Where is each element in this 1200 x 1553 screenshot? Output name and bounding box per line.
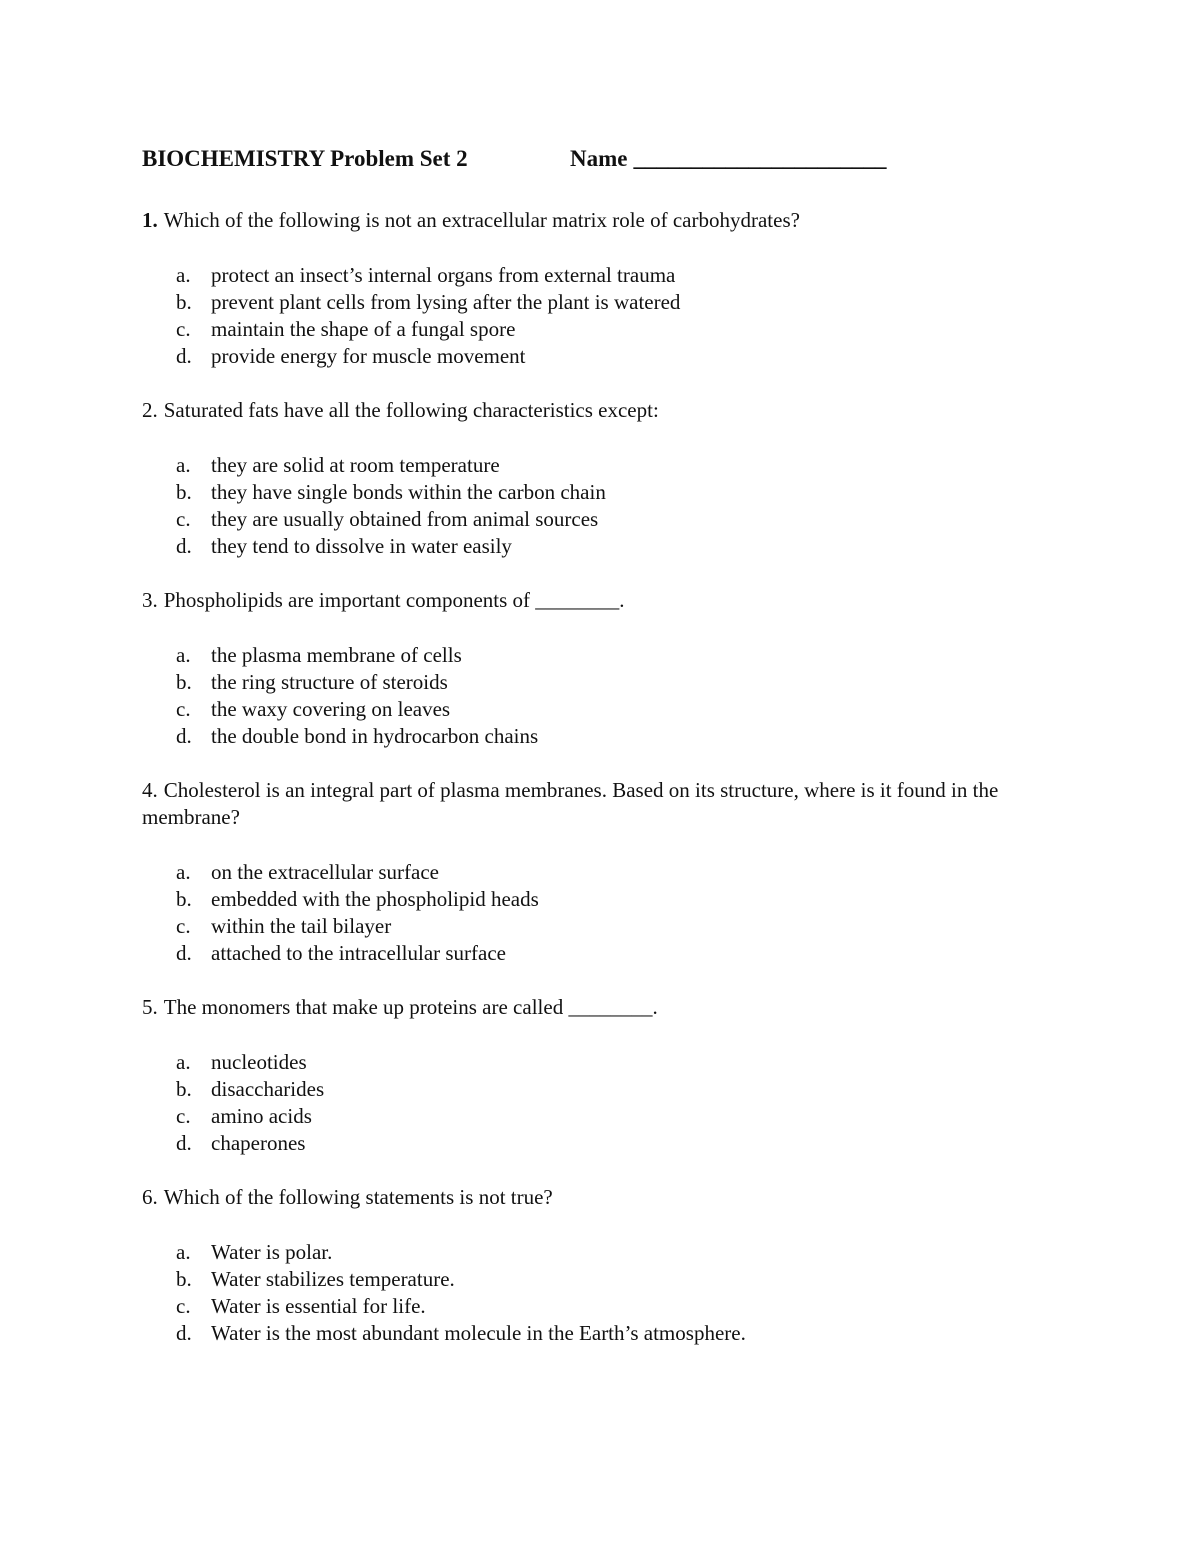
answer-option: [176, 886, 1050, 913]
option-letter: c.: [176, 1294, 191, 1318]
answer-option: [176, 533, 1050, 560]
option-letter: c.: [176, 507, 191, 531]
document-header: [142, 144, 1050, 174]
question-text: [142, 777, 1047, 831]
option-letter: c.: [176, 697, 191, 721]
question-number: 4.: [142, 778, 158, 802]
answer-option: [176, 642, 1050, 669]
answer-option: [176, 913, 1050, 940]
option-text: on the extracellular surface: [211, 860, 439, 884]
option-letter: c.: [176, 1104, 191, 1128]
answer-option: [176, 1266, 1050, 1293]
option-text: nucleotides: [211, 1050, 307, 1074]
answer-option: [176, 1076, 1050, 1103]
document-title: BIOCHEMISTRY Problem Set 2: [142, 146, 468, 171]
option-letter: a.: [176, 860, 191, 884]
answer-option: [176, 669, 1050, 696]
answer-option: [176, 1293, 1050, 1320]
option-text: they tend to dissolve in water easily: [211, 534, 512, 558]
question-number: 6.: [142, 1185, 158, 1209]
option-text: Water is polar.: [211, 1240, 333, 1264]
question-block: [142, 1184, 1050, 1347]
question-prompt: Which of the following is not an extracellular matrix role of carbohydrates?: [163, 208, 800, 232]
option-letter: b.: [176, 290, 192, 314]
question-text: [142, 587, 1047, 614]
option-letter: d.: [176, 941, 192, 965]
option-letter: c.: [176, 914, 191, 938]
option-letter: b.: [176, 887, 192, 911]
option-text: chaperones: [211, 1131, 306, 1155]
answer-option: [176, 1320, 1050, 1347]
option-letter: d.: [176, 1131, 192, 1155]
question-prompt: Saturated fats have all the following characteristics except:: [163, 398, 659, 422]
answer-options: [142, 262, 1050, 370]
option-text: they are solid at room temperature: [211, 453, 500, 477]
answer-options: [142, 642, 1050, 750]
option-letter: b.: [176, 1267, 192, 1291]
question-text: [142, 994, 1047, 1021]
option-text: they are usually obtained from animal sources: [211, 507, 599, 531]
option-text: the ring structure of steroids: [211, 670, 448, 694]
question-number: 3.: [142, 588, 158, 612]
option-text: the plasma membrane of cells: [211, 643, 462, 667]
answer-option: [176, 723, 1050, 750]
option-text: Water is the most abundant molecule in the Earth’s atmosphere.: [211, 1321, 746, 1345]
option-text: maintain the shape of a fungal spore: [211, 317, 516, 341]
answer-option: [176, 940, 1050, 967]
option-text: within the tail bilayer: [211, 914, 392, 938]
answer-option: [176, 696, 1050, 723]
option-letter: a.: [176, 1050, 191, 1074]
answer-option: [176, 289, 1050, 316]
option-letter: a.: [176, 453, 191, 477]
question-text: [142, 207, 1047, 234]
answer-options: [142, 859, 1050, 967]
option-text: disaccharides: [211, 1077, 325, 1101]
question-prompt: Which of the following statements is not true?: [163, 1185, 553, 1209]
option-text: the waxy covering on leaves: [211, 697, 451, 721]
option-letter: c.: [176, 317, 191, 341]
option-text: embedded with the phospholipid heads: [211, 887, 539, 911]
question-number: 1.: [142, 208, 158, 232]
option-letter: b.: [176, 480, 192, 504]
option-letter: a.: [176, 1240, 191, 1264]
name-label: Name: [570, 146, 628, 171]
question-text: [142, 397, 1047, 424]
option-letter: b.: [176, 670, 192, 694]
answer-option: [176, 1103, 1050, 1130]
option-text: Water is essential for life.: [211, 1294, 426, 1318]
question-prompt: Cholesterol is an integral part of plasma membranes. Based on its structure, where is it found in the membrane?: [142, 778, 999, 829]
answer-option: [176, 262, 1050, 289]
option-text: the double bond in hydrocarbon chains: [211, 724, 539, 748]
option-text: amino acids: [211, 1104, 312, 1128]
question-block: [142, 207, 1050, 370]
answer-option: [176, 343, 1050, 370]
question-number: 2.: [142, 398, 158, 422]
answer-option: [176, 316, 1050, 343]
answer-option: [176, 1130, 1050, 1157]
option-letter: b.: [176, 1077, 192, 1101]
answer-option: [176, 506, 1050, 533]
answer-options: [142, 1049, 1050, 1157]
answer-option: [176, 1049, 1050, 1076]
option-text: provide energy for muscle movement: [211, 344, 526, 368]
question-text: [142, 1184, 1047, 1211]
option-text: attached to the intracellular surface: [211, 941, 507, 965]
option-letter: d.: [176, 724, 192, 748]
answer-option: [176, 479, 1050, 506]
option-text: protect an insect’s internal organs from external trauma: [211, 263, 676, 287]
option-letter: a.: [176, 263, 191, 287]
option-text: Water stabilizes temperature.: [211, 1267, 455, 1291]
option-text: they have single bonds within the carbon chain: [211, 480, 606, 504]
question-block: [142, 994, 1050, 1157]
question-block: [142, 587, 1050, 750]
answer-option: [176, 859, 1050, 886]
question-prompt: The monomers that make up proteins are called ________.: [163, 995, 658, 1019]
question-block: [142, 397, 1050, 560]
option-text: prevent plant cells from lysing after the plant is watered: [211, 290, 681, 314]
question-number: 5.: [142, 995, 158, 1019]
answer-option: [176, 1239, 1050, 1266]
answer-options: [142, 452, 1050, 560]
option-letter: d.: [176, 1321, 192, 1345]
question-block: [142, 777, 1050, 967]
option-letter: d.: [176, 344, 192, 368]
option-letter: a.: [176, 643, 191, 667]
answer-options: [142, 1239, 1050, 1347]
question-prompt: Phospholipids are important components of ________.: [163, 588, 625, 612]
answer-option: [176, 452, 1050, 479]
option-letter: d.: [176, 534, 192, 558]
name-blank-line: ______________________: [633, 146, 887, 171]
